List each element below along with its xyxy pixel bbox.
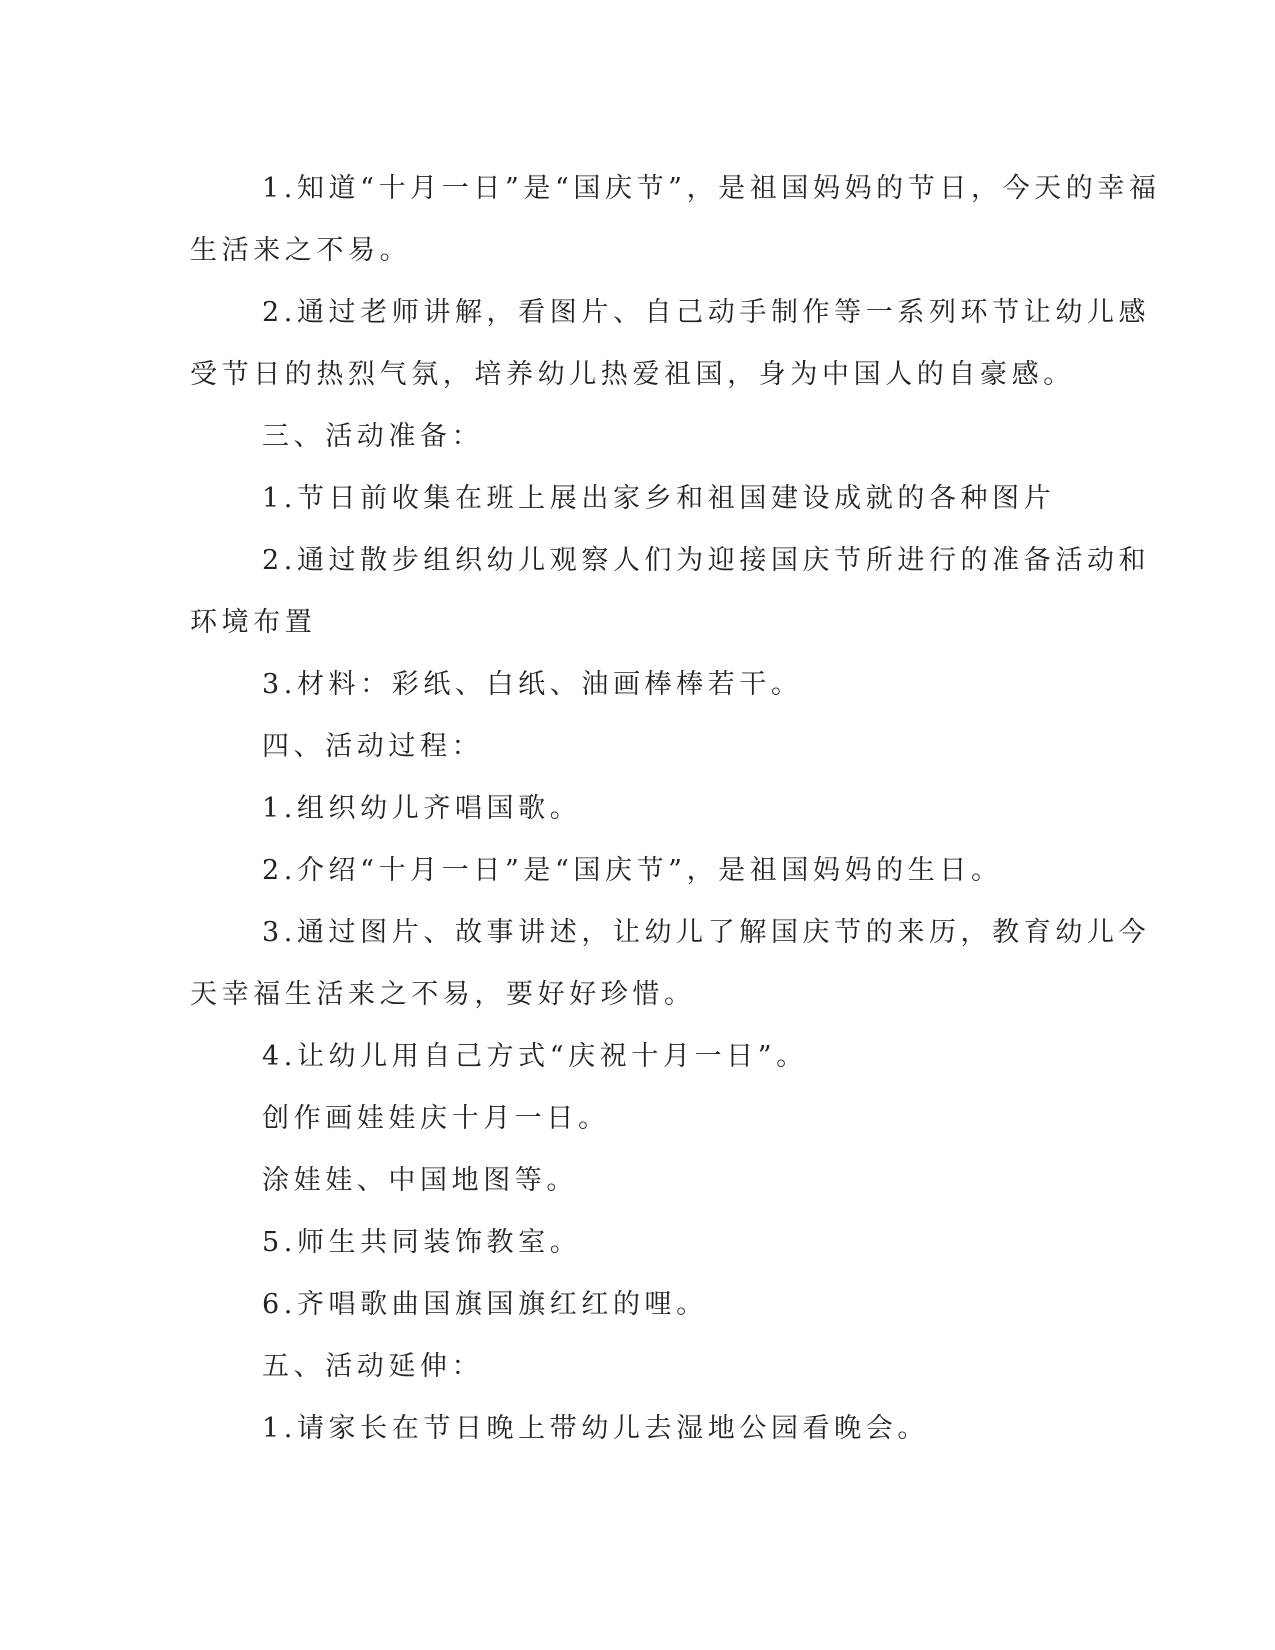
- section-heading: 四、活动过程：: [262, 731, 484, 762]
- paragraph-line: 生活来之不易。: [190, 235, 412, 266]
- paragraph-line: 涂娃娃、中国地图等。: [262, 1165, 578, 1196]
- paragraph-line: 天幸福生活来之不易，要好好珍惜。: [190, 979, 696, 1010]
- paragraph-line: 环境布置: [190, 607, 317, 638]
- section-heading: 三、活动准备：: [262, 421, 484, 452]
- paragraph-line: 2.通过老师讲解，看图片、自己动手制作等一系列环节让幼儿感: [262, 297, 1151, 328]
- document-body: [190, 158, 1161, 1460]
- section-heading: 五、活动延伸：: [262, 1351, 484, 1382]
- paragraph-line: 3.通过图片、故事讲述，让幼儿了解国庆节的来历，教育幼儿今: [262, 917, 1151, 948]
- paragraph-line: 受节日的热烈气氛，培养幼儿热爱祖国，身为中国人的自豪感。: [190, 359, 1075, 390]
- paragraph-line: 3.材料：彩纸、白纸、油画棒棒若干。: [262, 669, 803, 700]
- paragraph-line: 2.介绍“十月一日”是“国庆节”，是祖国妈妈的生日。: [262, 855, 1003, 886]
- paragraph-line: 2.通过散步组织幼儿观察人们为迎接国庆节所进行的准备活动和: [262, 545, 1151, 576]
- paragraph-line: 1.节日前收集在班上展出家乡和祖国建设成就的各种图片: [262, 483, 1056, 514]
- paragraph-line: 1.组织幼儿齐唱国歌。: [262, 793, 582, 824]
- paragraph-line: 1.知道“十月一日”是“国庆节”，是祖国妈妈的节日，今天的幸福: [262, 173, 1161, 204]
- paragraph-line: 1.请家长在节日晚上带幼儿去湿地公园看晚会。: [262, 1413, 929, 1444]
- paragraph-line: 6.齐唱歌曲国旗国旗红红的哩。: [262, 1289, 708, 1320]
- paragraph-line: 5.师生共同装饰教室。: [262, 1227, 582, 1258]
- paragraph-line: 创作画娃娃庆十月一日。: [262, 1103, 610, 1134]
- paragraph-line: 4.让幼儿用自己方式“庆祝十月一日”。: [262, 1041, 808, 1072]
